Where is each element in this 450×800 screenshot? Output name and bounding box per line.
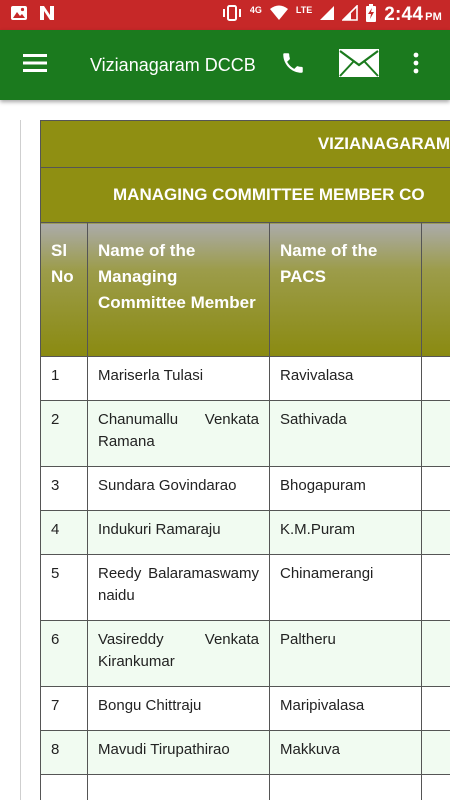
phone-icon [280, 50, 306, 81]
column-header-cutoff [422, 223, 450, 357]
hamburger-menu-icon [23, 54, 47, 77]
page-divider [20, 120, 21, 800]
call-button[interactable] [266, 30, 320, 100]
signal-icon [319, 5, 335, 25]
cell-cutoff [422, 687, 450, 731]
status-notifications [10, 4, 56, 27]
status-bar [0, 0, 450, 30]
cell-member-name: Reedy Balaramaswamynaidu [88, 555, 270, 621]
cell-cutoff [422, 401, 450, 467]
cell-member-name [88, 775, 270, 800]
status-clock [384, 4, 442, 26]
clock-time: 2:44 [384, 4, 424, 25]
cell-member-name: Indukuri Ramaraju [88, 511, 270, 555]
app-title: Vizianagaram DCCB [90, 54, 256, 75]
table-row [41, 401, 450, 467]
app-bar [0, 30, 450, 100]
webview-content[interactable] [0, 100, 450, 800]
table-row [41, 687, 450, 731]
signal-icon [342, 5, 358, 25]
table-row [41, 621, 450, 687]
menu-button[interactable] [0, 30, 70, 100]
table-row [41, 511, 450, 555]
table-title-row [41, 121, 450, 168]
wifi-icon [269, 5, 289, 25]
cell-pacs-name: Chinamerangi [270, 555, 422, 621]
committee-members-table [40, 120, 450, 800]
table-row [41, 731, 450, 775]
cell-sl-no: 7 [41, 687, 88, 731]
cell-sl-no: 5 [41, 555, 88, 621]
cell-sl-no [41, 775, 88, 800]
table-row [41, 775, 450, 800]
mail-icon [338, 48, 380, 83]
cell-sl-no: 1 [41, 357, 88, 401]
table-header-row [41, 223, 450, 357]
cell-member-name: Mavudi Tirupathirao [88, 731, 270, 775]
column-header-sl-no: Sl No [41, 223, 88, 357]
vibrate-icon [221, 5, 243, 25]
cell-pacs-name: Makkuva [270, 731, 422, 775]
cell-cutoff [422, 555, 450, 621]
cell-pacs-name: Paltheru [270, 621, 422, 687]
mail-button[interactable] [324, 30, 394, 100]
cell-sl-no: 6 [41, 621, 88, 687]
cell-cutoff [422, 731, 450, 775]
table-row [41, 357, 450, 401]
table-subtitle: MANAGING COMMITTEE MEMBER CO [41, 168, 450, 223]
table-row [41, 467, 450, 511]
more-vertical-icon [413, 52, 419, 79]
table-row [41, 555, 450, 621]
cell-member-name: Sundara Govindarao [88, 467, 270, 511]
cell-sl-no: 3 [41, 467, 88, 511]
cell-cutoff [422, 357, 450, 401]
cell-pacs-name: K.M.Puram [270, 511, 422, 555]
cell-pacs-name: Ravivalasa [270, 357, 422, 401]
battery-charging-icon [365, 4, 377, 26]
cell-pacs-name: Bhogapuram [270, 467, 422, 511]
cell-member-name: Bongu Chittraju [88, 687, 270, 731]
lte-label: LTE [295, 5, 313, 15]
more-options-button[interactable] [400, 30, 432, 100]
cell-cutoff [422, 511, 450, 555]
network-tag: 4G [249, 5, 262, 15]
news-app-icon [38, 4, 56, 27]
cell-pacs-name [270, 775, 422, 800]
cell-pacs-name: Sathivada [270, 401, 422, 467]
column-header-member-name: Name of the Managing Committee Member [88, 223, 270, 357]
column-header-pacs-name: Name of the PACS [270, 223, 422, 357]
table-title: VIZIANAGARAM [41, 121, 450, 168]
cell-cutoff [422, 775, 450, 800]
cell-sl-no: 2 [41, 401, 88, 467]
cell-member-name: Vasireddy Venkata Kirankumar [88, 621, 270, 687]
cell-cutoff [422, 467, 450, 511]
cell-member-name: Chanumallu Venkata Ramana [88, 401, 270, 467]
cell-sl-no: 4 [41, 511, 88, 555]
status-system [221, 4, 442, 26]
cell-sl-no: 8 [41, 731, 88, 775]
table-subtitle-row [41, 168, 450, 223]
cell-pacs-name: Maripivalasa [270, 687, 422, 731]
cell-member-name: Mariserla Tulasi [88, 357, 270, 401]
gallery-icon [10, 5, 28, 26]
clock-ampm: PM [425, 11, 442, 23]
cell-cutoff [422, 621, 450, 687]
